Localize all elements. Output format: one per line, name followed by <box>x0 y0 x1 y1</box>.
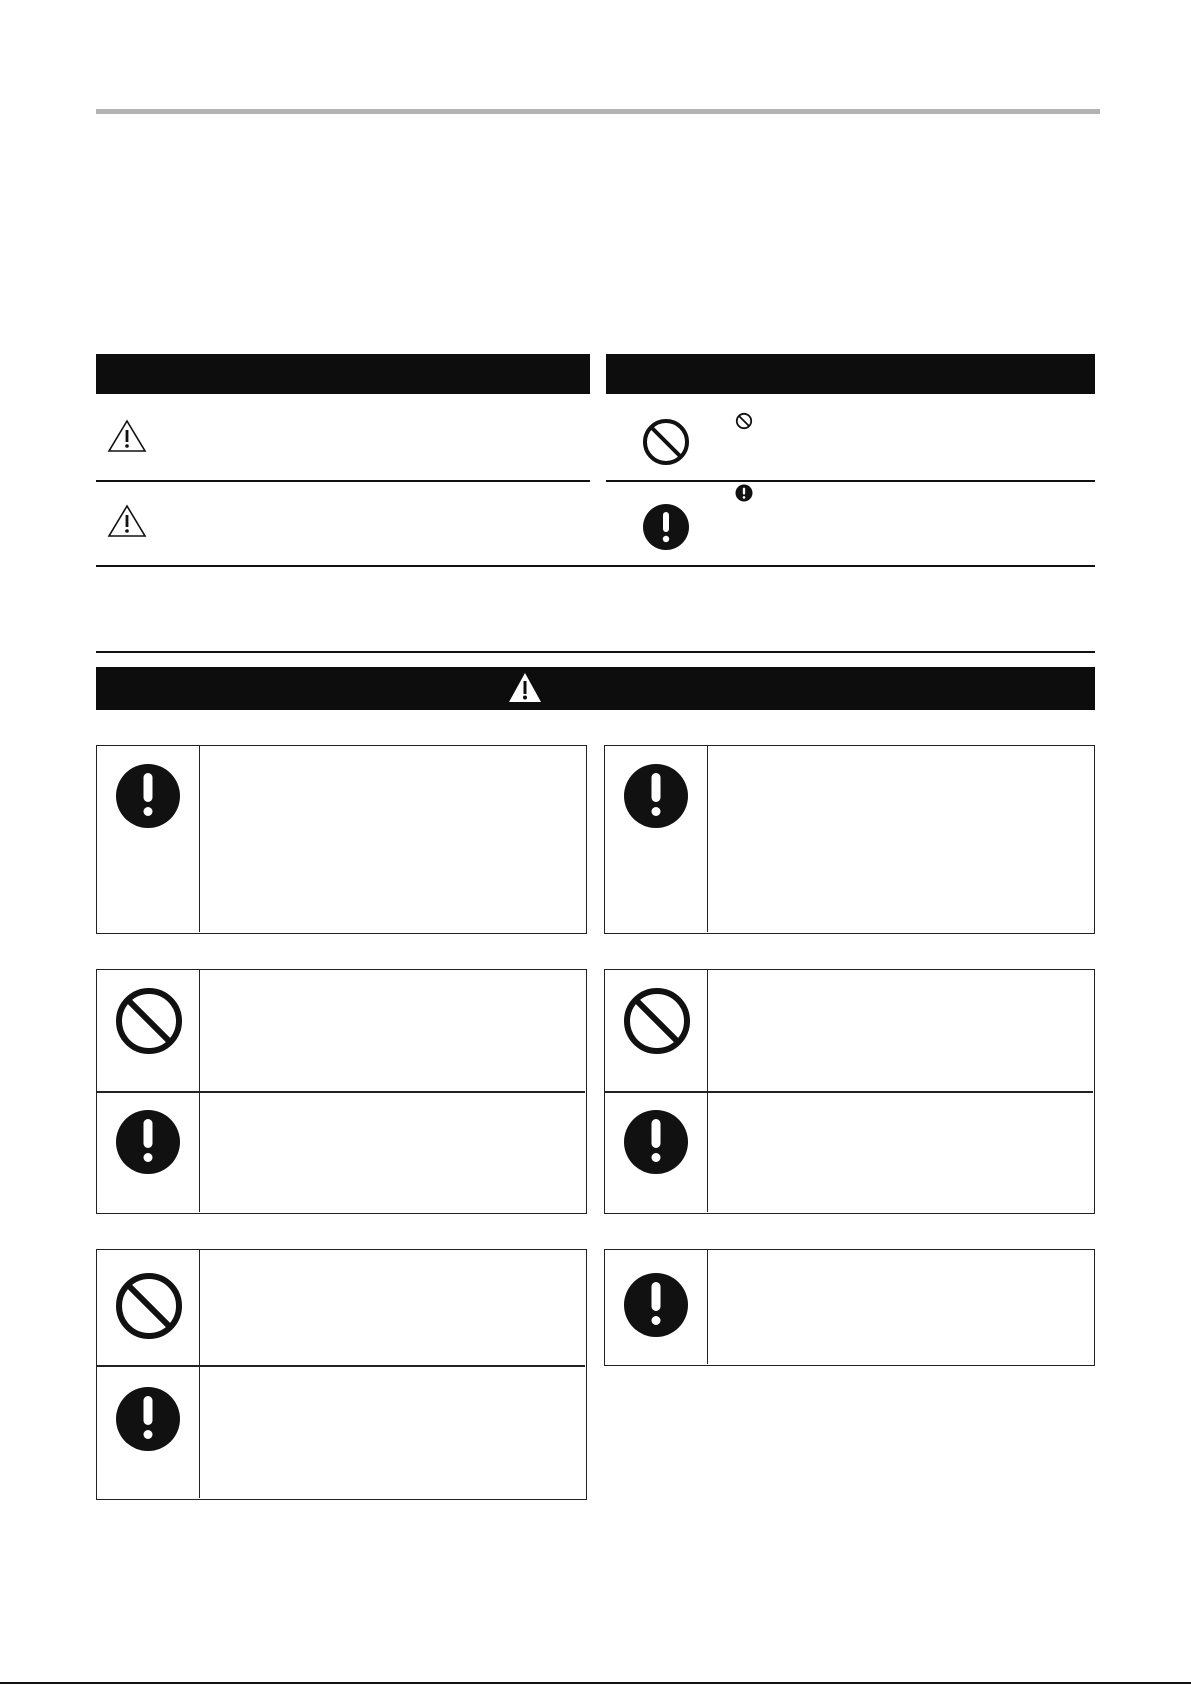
caution-card-group <box>96 969 587 1214</box>
header-rule <box>96 109 1100 114</box>
caution-card-group <box>604 969 1095 1214</box>
mandatory-action-icon <box>115 1109 181 1175</box>
prohibition-icon <box>735 412 753 430</box>
mandatory-action-icon <box>115 1386 181 1452</box>
caution-card <box>96 745 587 934</box>
legend-left-header <box>96 354 590 394</box>
legend-divider <box>96 480 590 482</box>
mandatory-action-icon <box>623 763 689 829</box>
mandatory-action-icon <box>115 763 181 829</box>
legend-divider <box>606 480 1095 482</box>
warning-triangle-icon <box>107 419 147 453</box>
prohibition-icon <box>623 987 691 1055</box>
warning-triangle-icon <box>107 504 147 538</box>
prohibition-icon <box>115 987 183 1055</box>
section-rule <box>96 651 1095 653</box>
legend-bottom-rule <box>96 565 1095 567</box>
caution-card-group <box>96 1249 587 1500</box>
mandatory-action-icon <box>623 1272 689 1338</box>
warning-banner <box>96 667 1095 710</box>
legend-right-header <box>606 354 1095 394</box>
mandatory-action-icon <box>641 502 691 552</box>
warning-triangle-icon <box>507 671 543 705</box>
mandatory-action-icon <box>735 484 753 502</box>
page-bottom-edge <box>0 1682 1191 1684</box>
caution-card <box>604 1249 1095 1366</box>
mandatory-action-icon <box>623 1109 689 1175</box>
prohibition-icon <box>115 1272 183 1340</box>
caution-card <box>604 745 1095 934</box>
prohibition-icon <box>641 417 691 467</box>
